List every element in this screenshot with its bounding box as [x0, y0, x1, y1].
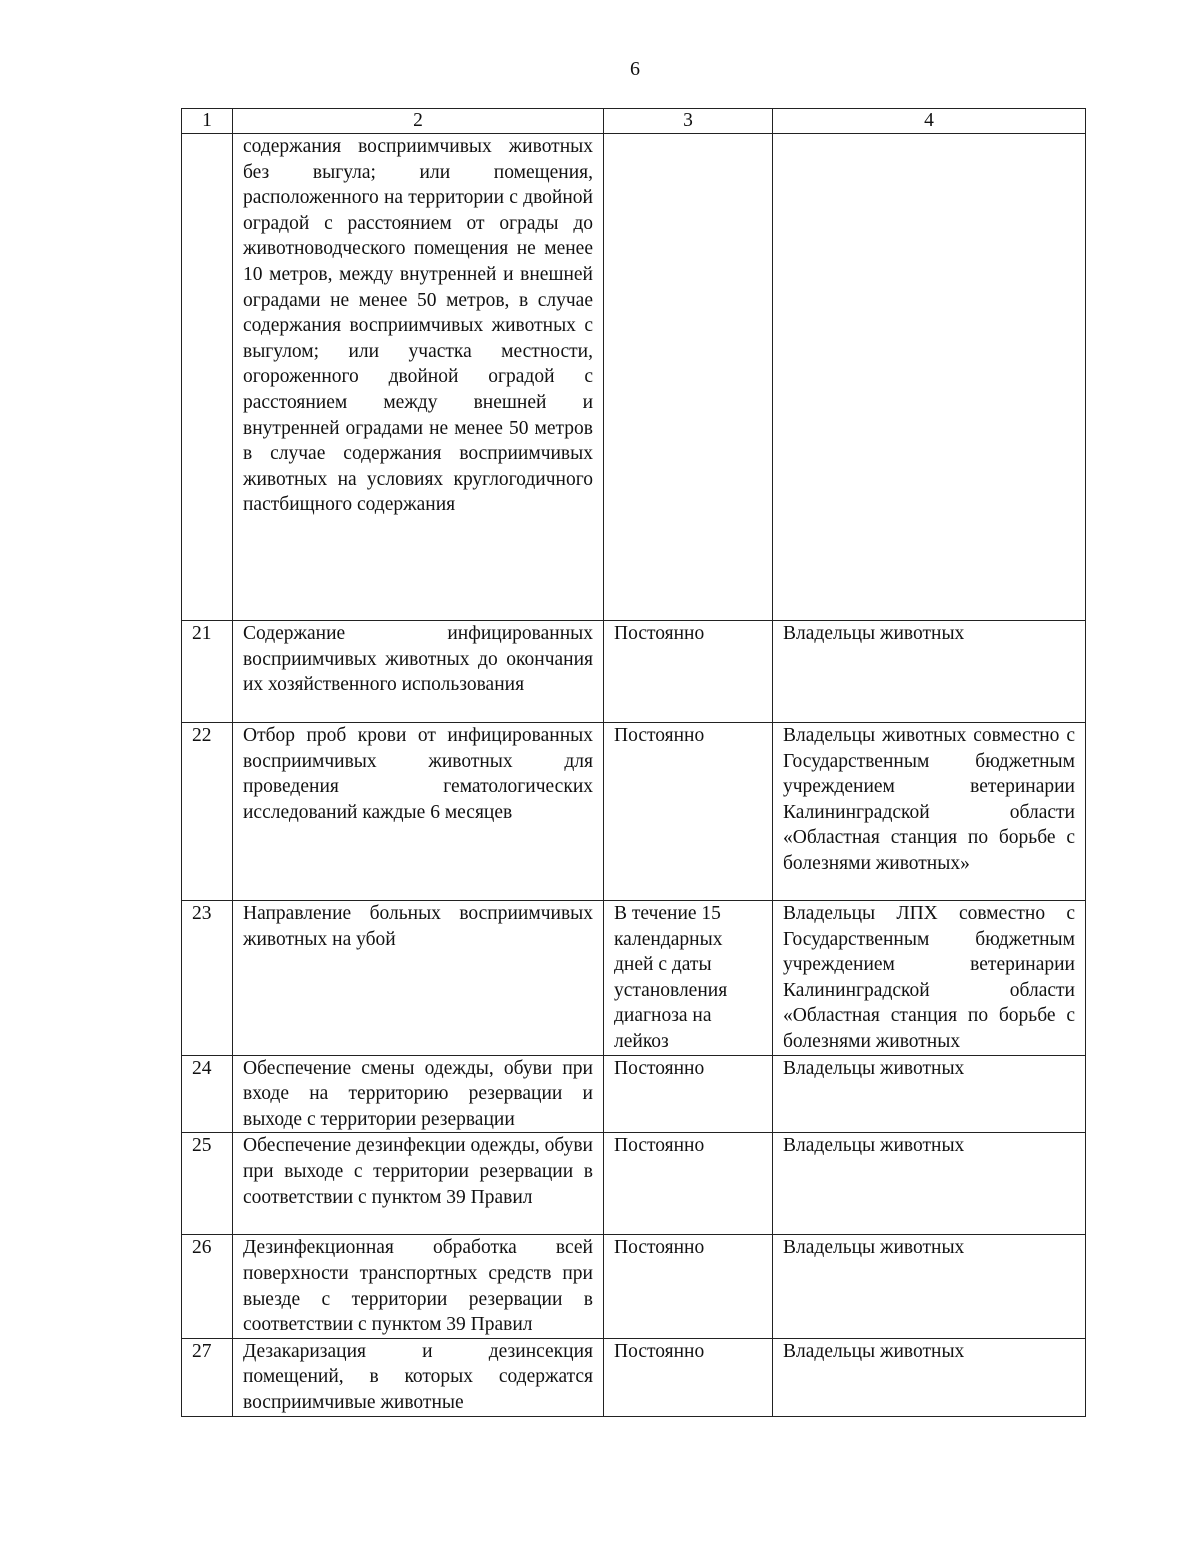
- table-row: [182, 1133, 1086, 1235]
- row-term: Постоянно: [604, 621, 773, 723]
- row-number: 22: [182, 723, 233, 901]
- row-measure: Содержание инфицированных восприимчивых животных до окончания их хозяйственного использования: [233, 621, 604, 723]
- table-row: [182, 1055, 1086, 1133]
- row-responsible: Владельцы животных: [773, 1338, 1086, 1416]
- row-number: 25: [182, 1133, 233, 1235]
- table-row: [182, 134, 1086, 621]
- row-measure: Обеспечение смены одежды, обуви при входе на территорию резервации и выходе с территории резервации: [233, 1055, 604, 1133]
- row-term: [604, 134, 773, 621]
- header-col-3: 3: [604, 109, 773, 134]
- row-number: 21: [182, 621, 233, 723]
- row-responsible: Владельцы животных: [773, 1235, 1086, 1338]
- row-number: [182, 134, 233, 621]
- row-number: 26: [182, 1235, 233, 1338]
- row-term: В течение 15 календарных дней с даты установления диагноза на лейкоз: [604, 901, 773, 1056]
- table-row: [182, 1235, 1086, 1338]
- measures-table: [181, 108, 1086, 1417]
- row-number: 24: [182, 1055, 233, 1133]
- header-col-2: 2: [233, 109, 604, 134]
- row-measure: Направление больных восприимчивых животных на убой: [233, 901, 604, 1056]
- row-term: Постоянно: [604, 1055, 773, 1133]
- row-term: Постоянно: [604, 1133, 773, 1235]
- table-row: [182, 723, 1086, 901]
- row-responsible: Владельцы ЛПХ совместно с Государственным бюджетным учреждением ветеринарии Калининградской области «Областная станция по борьбе с болезнями животных: [773, 901, 1086, 1056]
- row-responsible: Владельцы животных совместно с Государственным бюджетным учреждением ветеринарии Калининградской области «Областная станция по борьбе с болезнями животных»: [773, 723, 1086, 901]
- table-header-row: [182, 109, 1086, 134]
- row-number: 23: [182, 901, 233, 1056]
- table-row: [182, 621, 1086, 723]
- row-number: 27: [182, 1338, 233, 1416]
- table-row: [182, 1338, 1086, 1416]
- header-col-4: 4: [773, 109, 1086, 134]
- row-responsible: [773, 134, 1086, 621]
- row-responsible: Владельцы животных: [773, 1055, 1086, 1133]
- row-measure: содержания восприимчивых животных без выгула; или помещения, расположенного на территории с двойной оградой с расстоянием от ограды до животноводческого помещения не менее 10 метров, между внутренней и внешней оградами не менее 50 метров, в случае содержания восприимчивых животных с выгулом; или участка местности, огороженного двойной оградой с расстоянием между внешней и внутренней оградами не менее 50 метров в случае содержания восприимчивых животных на условиях круглогодичного пастбищного содержания: [233, 134, 604, 621]
- row-measure: Обеспечение дезинфекции одежды, обуви при выходе с территории резервации в соответствии с пунктом 39 Правил: [233, 1133, 604, 1235]
- row-responsible: Владельцы животных: [773, 621, 1086, 723]
- row-measure: Дезинфекционная обработка всей поверхности транспортных средств при выезде с территории резервации в соответствии с пунктом 39 Правил: [233, 1235, 604, 1338]
- row-responsible: Владельцы животных: [773, 1133, 1086, 1235]
- table-row: [182, 901, 1086, 1056]
- row-measure: Отбор проб крови от инфицированных восприимчивых животных для проведения гематологических исследований каждые 6 месяцев: [233, 723, 604, 901]
- row-measure: Дезакаризация и дезинсекция помещений, в которых содержатся восприимчивые животные: [233, 1338, 604, 1416]
- header-col-1: 1: [182, 109, 233, 134]
- row-term: Постоянно: [604, 723, 773, 901]
- row-term: Постоянно: [604, 1338, 773, 1416]
- page-number: 6: [630, 58, 640, 80]
- row-term: Постоянно: [604, 1235, 773, 1338]
